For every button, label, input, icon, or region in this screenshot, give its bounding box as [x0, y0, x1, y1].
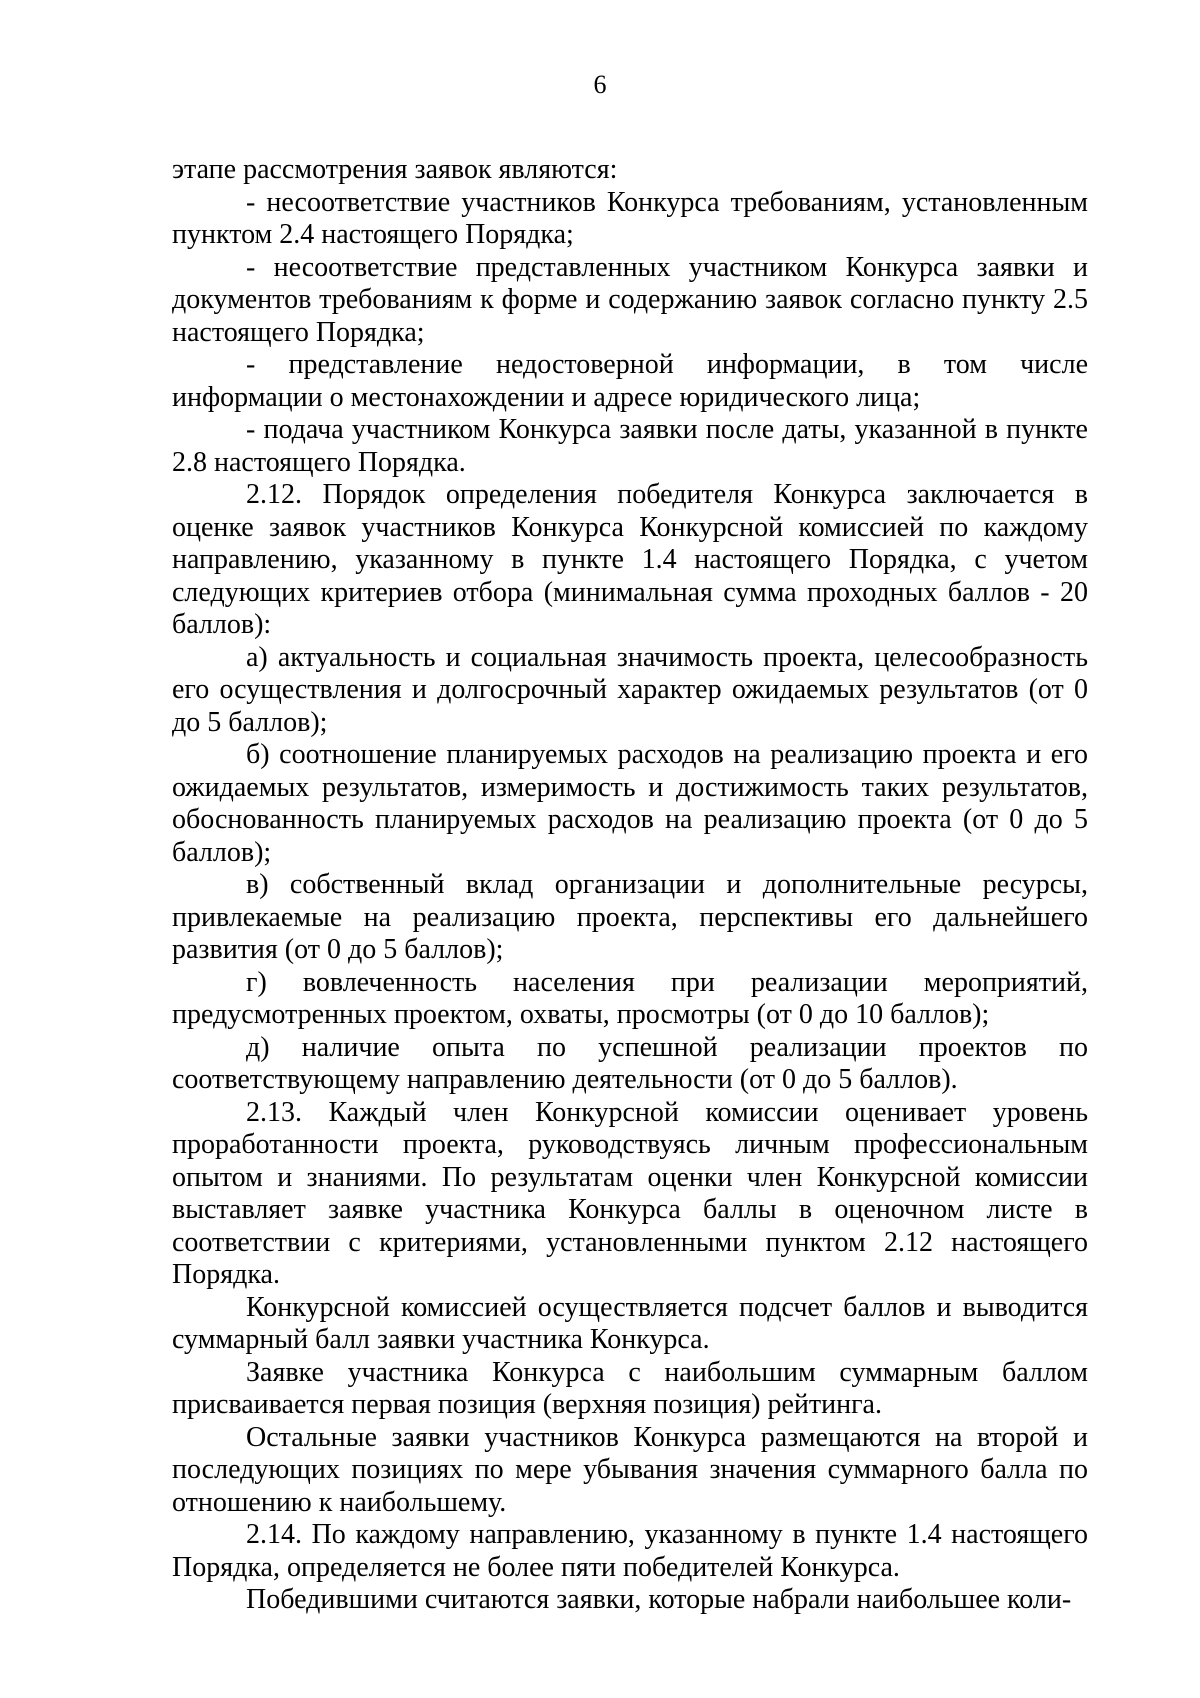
section-paragraph: 2.13. Каждый член Конкурсной комиссии оценивает уровень проработанности проекта, руководствуясь личным профессиональным опытом и знаниями. По результатам оценки член Конкурсной комиссии выставляет заявке участника Конкурса баллы в оценочном листе в соответствии с критериями, установленными пунктом 2.12 настоящего Порядка.: [172, 1096, 1088, 1290]
list-item: в) собственный вклад организации и дополнительные ресурсы, привлекаемые на реализацию проекта, перспективы его дальнейшего развития (от 0 до 5 баллов);: [172, 869, 1088, 965]
list-item: - подача участником Конкурса заявки после даты, указанной в пункте 2.8 настоящего Порядка.: [172, 414, 1088, 478]
list-item: д) наличие опыта по успешной реализации проектов по соответствующему направлению деятельности (от 0 до 5 баллов).: [172, 1031, 1088, 1095]
list-item: - несоответствие представленных участником Конкурса заявки и документов требованиям к форме и содержанию заявок согласно пункту 2.5 настоящего Порядка;: [172, 251, 1088, 348]
list-item: - несоответствие участников Конкурса требованиям, установленным пунктом 2.4 настоящего Порядка;: [172, 186, 1088, 250]
paragraph: этапе рассмотрения заявок являются:: [172, 154, 618, 185]
list-item: б) соотношение планируемых расходов на реализацию проекта и его ожидаемых результатов, измеримость и достижимость таких результатов, обоснованность планируемых расходов на реализацию проекта (от 0 до 5 баллов);: [172, 739, 1088, 868]
list-item: - представление недостоверной информации, в том числе информации о местонахождении и адресе юридического лица;: [172, 349, 1088, 413]
page-body: [172, 154, 1088, 1617]
list-item: г) вовлеченность населения при реализации мероприятий, предусмотренных проектом, охваты, просмотры (от 0 до 10 баллов);: [172, 966, 1088, 1030]
paragraph: Победившими считаются заявки, которые набрали наибольшее коли-: [246, 1584, 1072, 1615]
paragraph: Конкурсной комиссией осуществляется подсчет баллов и выводится суммарный балл заявки участника Конкурса.: [172, 1291, 1088, 1355]
list-item: а) актуальность и социальная значимость проекта, целесообразность его осуществления и долгосрочный характер ожидаемых результатов (от 0 до 5 баллов);: [172, 641, 1088, 738]
section-paragraph: 2.14. По каждому направлению, указанному в пункте 1.4 настоящего Порядка, определяется не более пяти победителей Конкурса.: [172, 1519, 1088, 1583]
section-paragraph: 2.12. Порядок определения победителя Конкурса заключается в оценке заявок участников Конкурса Конкурсной комиссией по каждому направлению, указанному в пункте 1.4 настоящего Порядка, с учетом следующих критериев отбора (минимальная сумма проходных баллов - 20 баллов):: [172, 479, 1088, 640]
page-number: 6: [593, 70, 607, 99]
paragraph: Остальные заявки участников Конкурса размещаются на второй и последующих позициях по мере убывания значения суммарного балла по отношению к наибольшему.: [172, 1421, 1088, 1518]
paragraph: Заявке участника Конкурса с наибольшим суммарным баллом присваивается первая позиция (верхняя позиция) рейтинга.: [172, 1356, 1088, 1420]
